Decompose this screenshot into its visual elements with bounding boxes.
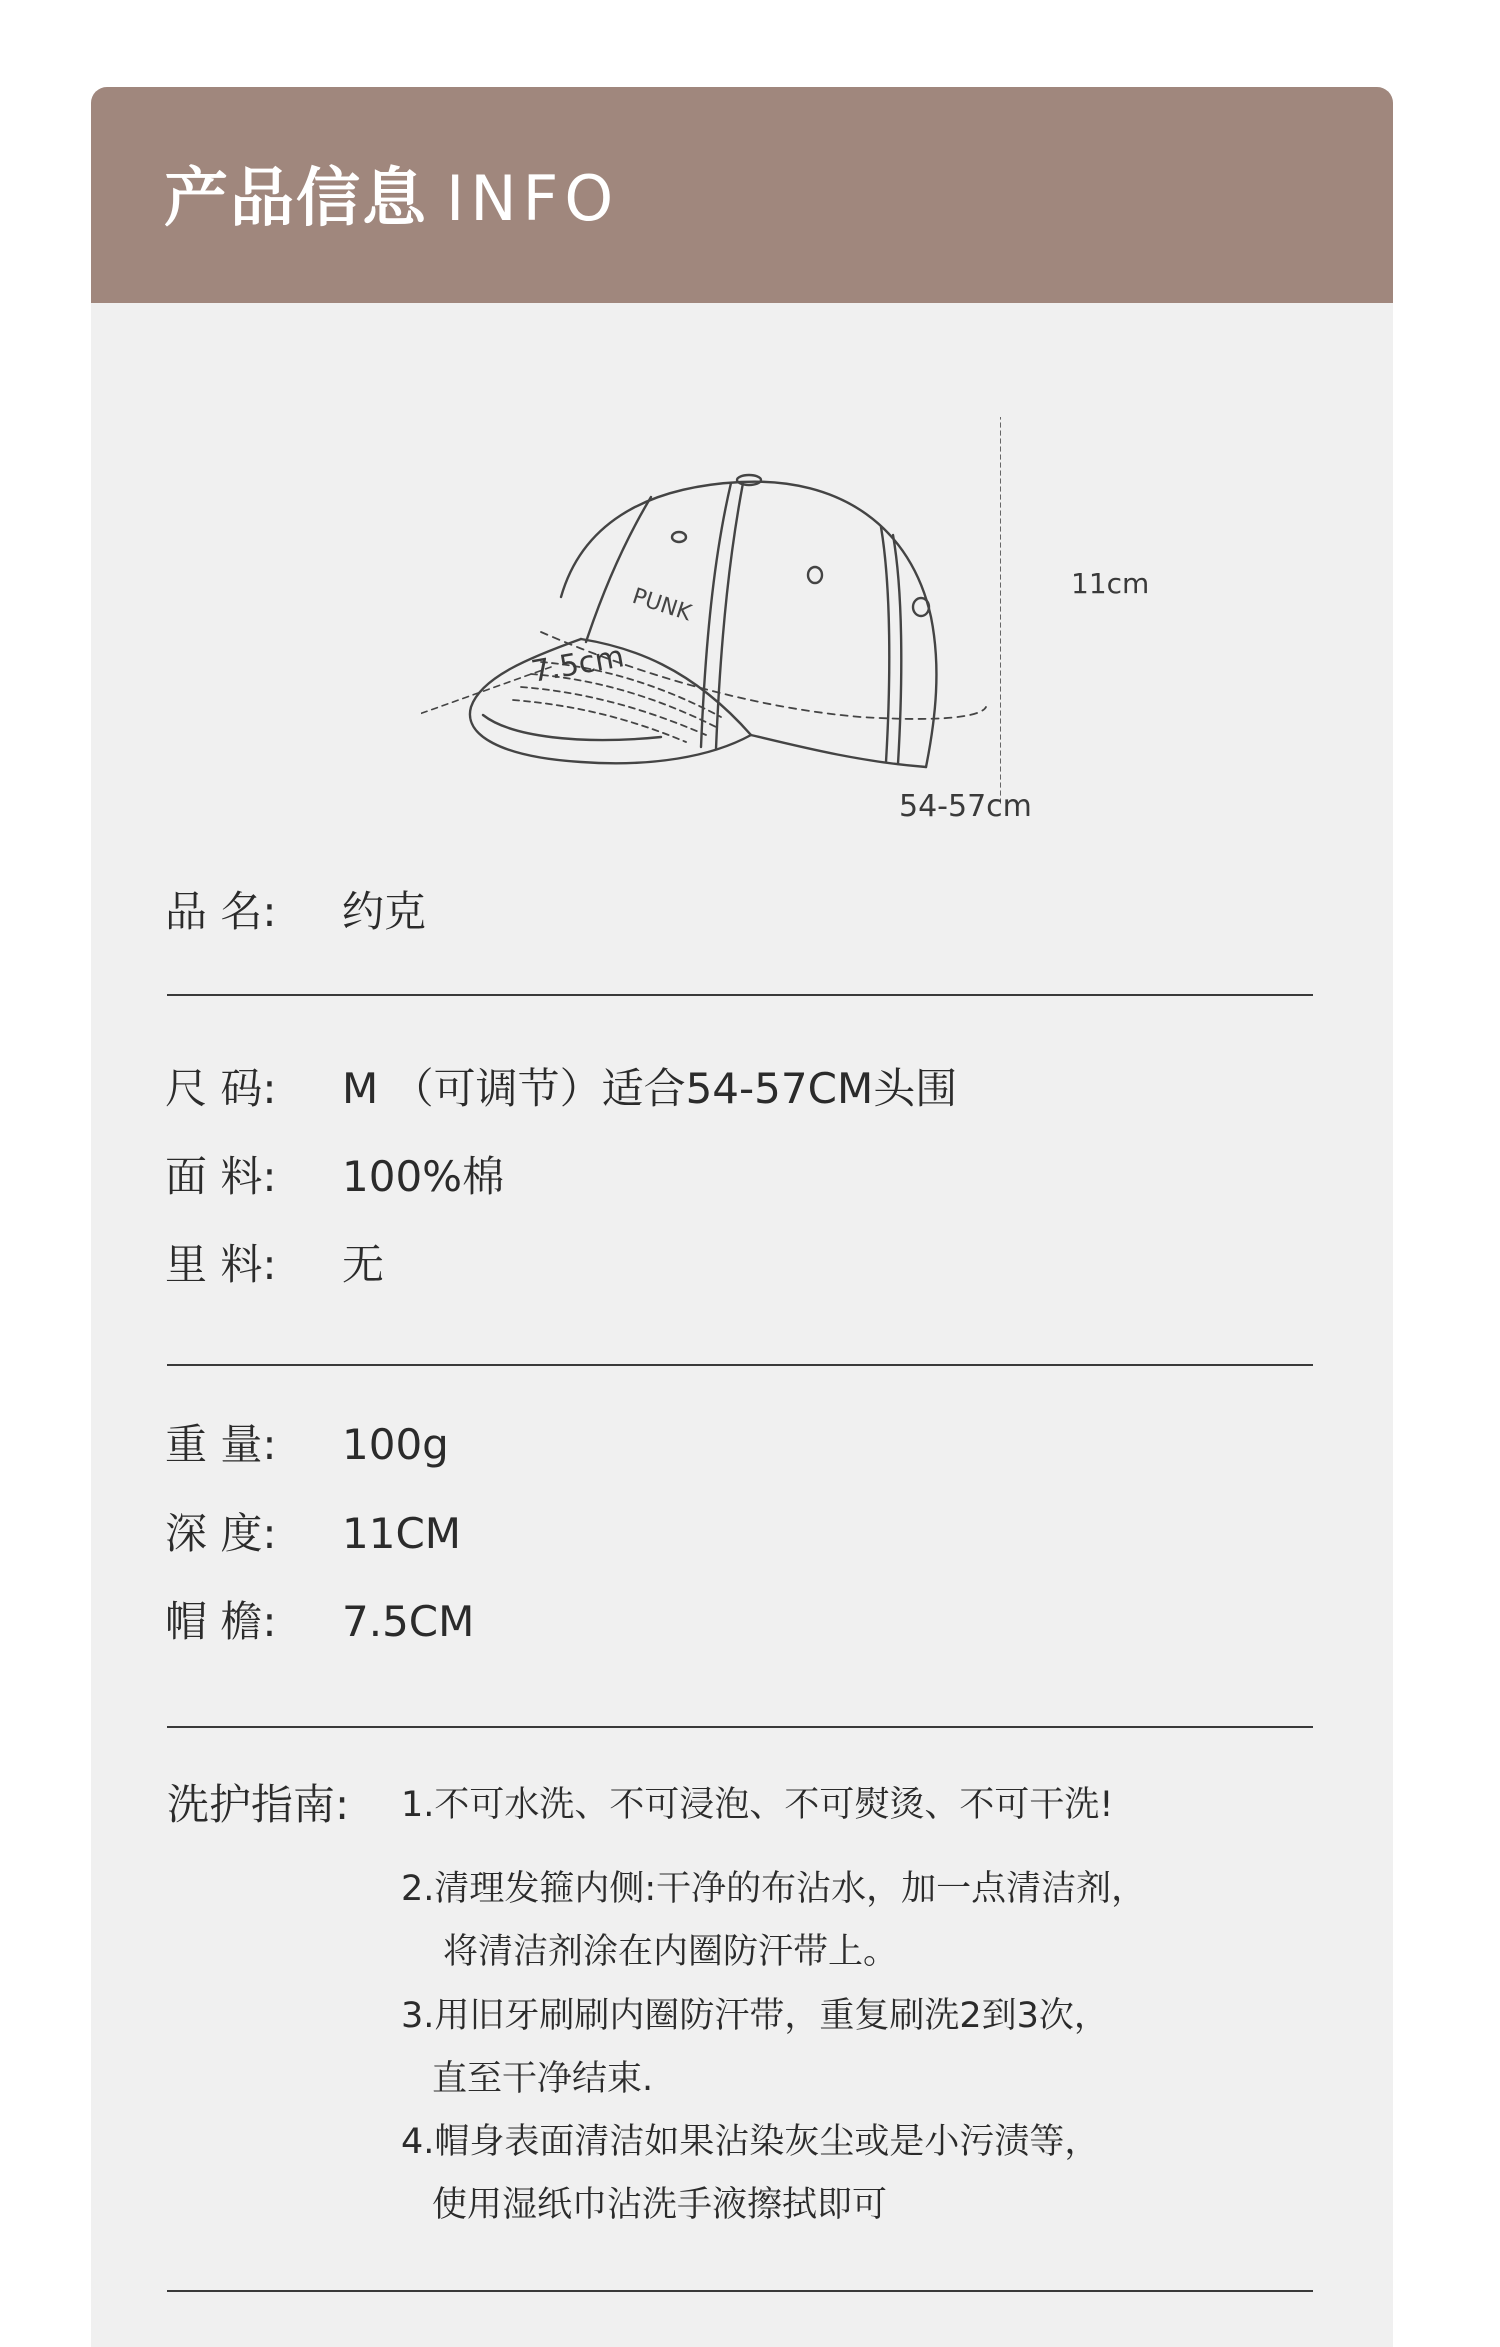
product-info-card [91,87,1393,2347]
spec-size-value: M （可调节）适合54-57CM头围 [342,1064,958,1113]
cap-embroidery: PUNK [629,583,695,627]
spec-weight-value: 100g [342,1420,449,1469]
spec-name-value: 约克 [342,887,427,936]
care-line: 2.清理发箍内侧:干净的布沾水，加一点清洁剂， [401,1869,1147,1909]
section-header [91,87,1393,303]
care-line: 1.不可水洗、不可浸泡、不可熨烫、不可干洗! [401,1785,1114,1825]
spec-depth-value: 11CM [342,1509,462,1558]
brim-length-label: 7.5cm [528,639,627,690]
cap-illustration [421,417,1001,837]
spec-depth-row [165,1504,461,1564]
section-title-en: INFO [446,162,620,235]
spec-lining-row [165,1235,384,1295]
divider [167,1726,1313,1728]
care-line: 将清洁剂涂在内圈防汗带上。 [443,1932,899,1972]
divider [167,994,1313,996]
spec-brim-label: 帽 檐: [165,1597,277,1646]
spec-fabric-row [165,1147,504,1207]
spec-depth-label: 深 度: [165,1509,277,1558]
spec-lining-value: 无 [342,1240,385,1289]
care-line: 3.用旧牙刷刷内圈防汗带，重复刷洗2到3次， [401,1996,1109,2036]
spec-name-label: 品 名: [165,887,277,936]
section-title-cn: 产品信息 [164,162,428,236]
spec-size-label: 尺 码: [165,1064,277,1113]
cap-size-diagram [421,417,1032,837]
spec-fabric-label: 面 料: [165,1152,277,1201]
spec-lining-label: 里 料: [165,1240,277,1289]
spec-brim-row [165,1592,474,1652]
circumference-label: 54-57cm [899,789,1032,824]
care-guide-label: 洗护指南: [167,1780,350,1829]
section-title [164,159,619,239]
spec-weight-row [165,1415,449,1475]
spec-fabric-value: 100%棉 [342,1152,505,1201]
divider [167,1364,1313,1366]
spec-size-row [165,1059,957,1119]
divider [167,2290,1313,2292]
spec-weight-label: 重 量: [165,1420,277,1469]
depth-label: 11cm [1071,567,1150,600]
spec-brim-value: 7.5CM [342,1597,475,1646]
care-line: 直至干净结束. [432,2059,654,2099]
care-line: 使用湿纸巾沾洗手液擦拭即可 [432,2185,888,2225]
care-line: 4.帽身表面清洁如果沾染灰尘或是小污渍等， [401,2122,1100,2162]
spec-name-row [165,882,426,942]
